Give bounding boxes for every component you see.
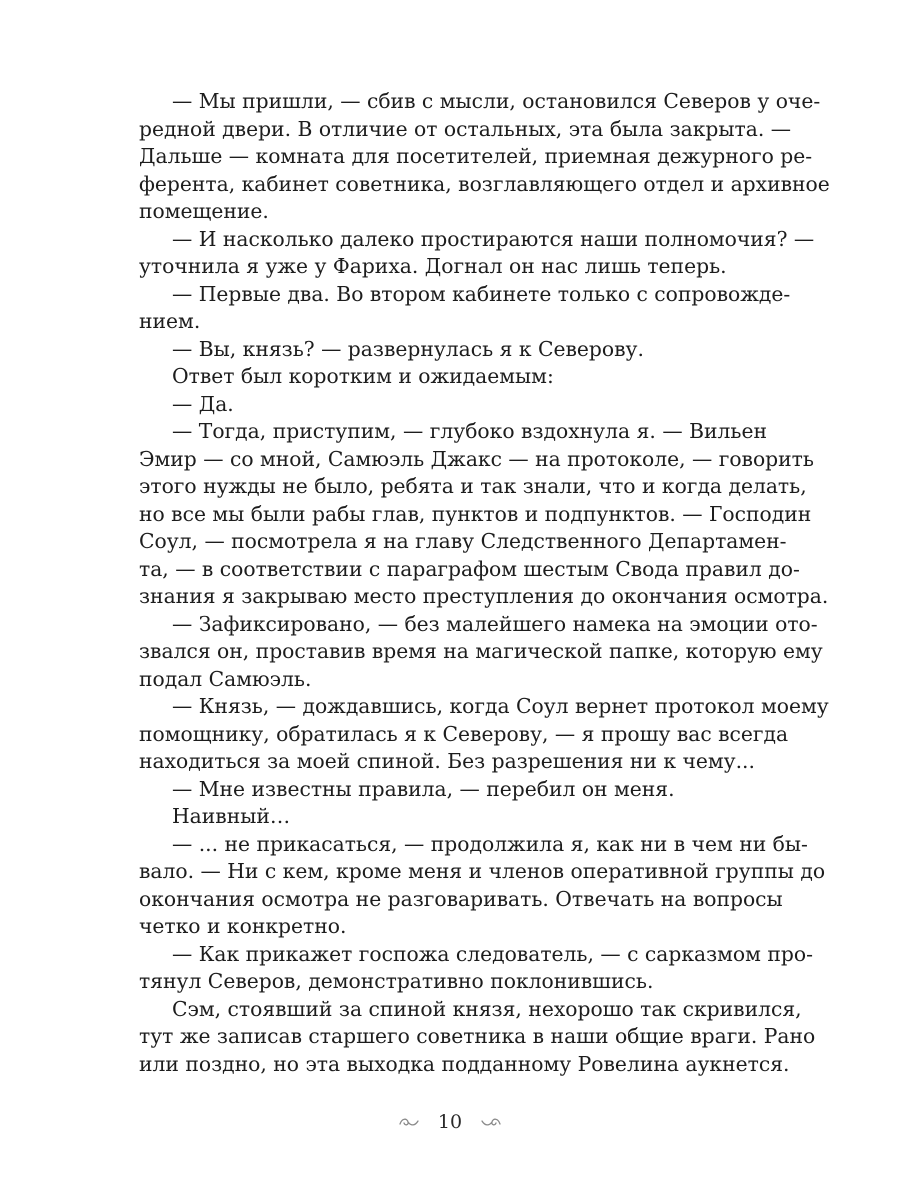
ornament-swirl-left-icon (398, 1115, 420, 1129)
text-line: уточнила я уже у Фариха. Догнал он нас лишь теперь. (139, 254, 727, 278)
text-line: — ... не прикасаться, — продолжила я, как ни в чем ни бы- (172, 831, 808, 856)
text-line: звался он, проставив время на магической папке, которую ему (139, 639, 823, 663)
text-line: — Зафиксировано, — без малейшего намека на эмоции ото- (172, 611, 818, 636)
text-line: Наивный… (172, 804, 291, 828)
text-line: помещение. (139, 199, 269, 223)
text-line: помощнику, обратилась я к Северову, — я прошу вас всегда (139, 721, 789, 746)
text-line: — Первые два. Во втором кабинете только с сопровожде- (172, 281, 791, 306)
text-line: — Да. (172, 391, 234, 416)
text-line: этого нужды не было, ребята и так знали, что и когда делать, (139, 474, 807, 498)
text-line: но все мы были рабы глав, пунктов и подпунктов. — Господин (139, 501, 812, 526)
text-line: — Князь, — дождавшись, когда Соул вернет протокол моему (172, 694, 829, 718)
text-line: вало. — Ни с кем, кроме меня и членов оперативной группы до (139, 859, 826, 883)
body-text (139, 88, 830, 1078)
text-line: Дальше — комната для посетителей, приемная дежурного ре- (139, 144, 813, 168)
text-line: находиться за моей спиной. Без разрешения ни к чему... (139, 749, 755, 773)
text-line: та, — в соответствии с параграфом шестым Свода правил до- (139, 556, 800, 581)
text-line: или поздно, но эта выходка подданному Ровелина аукнется. (139, 1051, 790, 1076)
text-line: — Как прикажет госпожа следователь, — с сарказмом про- (172, 941, 813, 966)
page-footer (0, 1110, 900, 1133)
text-line: нием. (139, 309, 201, 333)
text-line: тянул Северов, демонстративно поклонившись. (139, 969, 654, 993)
page-number: 10 (437, 1111, 463, 1133)
text-line: знания я закрываю место преступления до окончания осмотра. (139, 584, 829, 608)
text-line: Соул, — посмотрела я на главу Следственного Департамен- (139, 529, 787, 553)
text-line: — Мы пришли, — сбив с мысли, остановился Северов у оче- (172, 89, 821, 113)
text-line: — Вы, князь? — развернулась я к Северову. (172, 336, 644, 361)
text-line: редной двери. В отличие от остальных, эта была закрыта. — (139, 116, 792, 141)
text-line: подал Самюэль. (139, 666, 312, 691)
text-line: окончания осмотра не разговаривать. Отвечать на вопросы (139, 886, 783, 911)
text-line: — Тогда, приступим, — глубоко вздохнула я. — Вильен (172, 419, 767, 443)
text-line: Ответ был коротким и ожидаемым: (172, 364, 554, 388)
text-line: — Мне известны правила, — перебил он меня. (172, 776, 675, 801)
text-line: Эмир — со мной, Самюэль Джакс — на протоколе, — говорить (139, 446, 814, 471)
text-line: — И насколько далеко простираются наши полномочия? — (172, 226, 815, 251)
text-line: Сэм, стоявший за спиной князя, нехорошо так скривился, (172, 996, 802, 1021)
text-line: ферента, кабинет советника, возглавляющего отдел и архивное (139, 171, 830, 196)
ornament-swirl-right-icon (480, 1115, 502, 1129)
text-line: четко и конкретно. (139, 914, 347, 938)
text-line: тут же записав старшего советника в наши общие враги. Рано (139, 1024, 816, 1048)
